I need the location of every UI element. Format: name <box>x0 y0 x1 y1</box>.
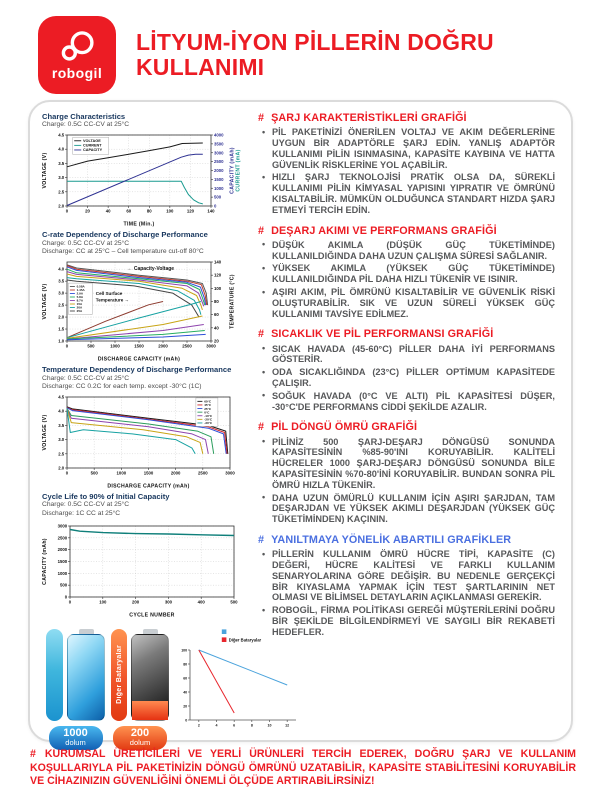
svg-text:100: 100 <box>181 648 188 653</box>
chart-subtitle: Charge: 0.5C CC-CV at 25°C <box>42 121 130 129</box>
text-column <box>248 112 563 734</box>
bullet-list <box>258 240 555 319</box>
svg-text:0: 0 <box>65 470 69 476</box>
chart-temperature-discharge <box>42 365 248 489</box>
svg-text:TEMPERATURE (°C): TEMPERATURE (°C) <box>229 274 236 329</box>
chart-title: Charge Characteristics <box>42 112 126 121</box>
svg-text:2000: 2000 <box>214 168 224 174</box>
svg-text:2.5: 2.5 <box>58 451 65 457</box>
svg-text:1000: 1000 <box>110 343 120 349</box>
svg-text:CURRENT (mA): CURRENT (mA) <box>235 149 242 192</box>
svg-text:CURRENT: CURRENT <box>83 143 102 148</box>
svg-text:Temperature →: Temperature → <box>95 297 130 303</box>
hash-mark: # <box>258 421 265 434</box>
svg-text:0: 0 <box>65 343 69 349</box>
svg-text:4.5: 4.5 <box>58 132 65 138</box>
svg-text:100: 100 <box>214 285 222 291</box>
bullet-item: • DÜŞÜK AKIMLA (DÜŞÜK GÜÇ TÜKETİMİNDE) KULLANILDIĞINDA DAHA UZUN ÇALIŞMA SÜRESİ SAĞLANIR. <box>272 240 555 262</box>
svg-text:2.0: 2.0 <box>58 465 65 471</box>
svg-text:120: 120 <box>214 272 222 278</box>
svg-text:500: 500 <box>87 343 95 349</box>
svg-text:3000: 3000 <box>57 523 68 529</box>
svg-text:2000: 2000 <box>57 547 68 553</box>
svg-text:2.0: 2.0 <box>58 314 65 320</box>
section-heading <box>258 534 555 546</box>
svg-text:60°C: 60°C <box>204 399 212 404</box>
svg-text:CAPACITY: CAPACITY <box>83 148 103 153</box>
badge-unit: dolum <box>65 738 86 748</box>
svg-text:0: 0 <box>65 208 69 214</box>
bullet-item: • SICAK HAVADA (45-60°C) PİLLER DAHA İYİ PERFORMANS GÖSTERİR. <box>272 344 555 366</box>
svg-text:DISCHARGE CAPACITY (mAh): DISCHARGE CAPACITY (mAh) <box>97 356 181 363</box>
chart-subtitle: Charge: 0.5C CC-CV at 25°C <box>42 501 130 509</box>
svg-text:3000: 3000 <box>225 470 235 476</box>
robogil-battery-group <box>46 629 105 750</box>
section-sicaklik-performans <box>258 328 555 412</box>
hash-mark: # <box>258 533 265 546</box>
svg-text:2500: 2500 <box>198 470 208 476</box>
svg-text:TIME (Min.): TIME (Min.) <box>123 221 155 228</box>
svg-text:4.5: 4.5 <box>58 394 65 400</box>
svg-text:2.0: 2.0 <box>58 203 65 209</box>
svg-text:20: 20 <box>183 704 188 709</box>
svg-text:1.45A: 1.45A <box>76 288 85 293</box>
bullet-item: • ROBOGİL, FİRMA POLİTİKASI GEREĞİ MÜŞTERİLERİNİ DOĞRU BİR ŞEKİLDE BİLGİLENDİRMEYİ VE SAYGILI BİR REKABETİ HEDEFLER. <box>272 605 555 637</box>
svg-text:CAPACITY (mAh): CAPACITY (mAh) <box>42 538 48 585</box>
svg-text:1500: 1500 <box>214 177 224 183</box>
svg-text:1000: 1000 <box>214 185 224 191</box>
section-heading <box>258 421 555 433</box>
svg-text:2.5: 2.5 <box>58 189 65 195</box>
svg-text:1500: 1500 <box>134 343 144 349</box>
svg-text:Diğer Bataryalar: Diğer Bataryalar <box>228 637 262 643</box>
svg-text:40: 40 <box>183 690 188 695</box>
svg-text:1500: 1500 <box>57 558 68 564</box>
svg-text:0°C: 0°C <box>204 410 210 415</box>
svg-text:0: 0 <box>214 203 217 209</box>
bullet-item: • SOĞUK HAVADA (0°C VE ALTI) PİL KAPASİTESİ DÜŞER, -30°C'DE PERFORMANS CİDDİ ŞEKİLDE AZALIR. <box>272 391 555 413</box>
full-battery-illustration <box>67 629 105 721</box>
svg-text:300: 300 <box>164 599 172 605</box>
empty-battery-illustration <box>131 629 169 721</box>
robogil-logo <box>38 16 116 94</box>
svg-text:500: 500 <box>230 599 238 605</box>
robogil-logo-icon <box>55 30 99 64</box>
svg-text:VOLTAGE (V): VOLTAGE (V) <box>42 414 48 451</box>
content-card <box>28 100 573 748</box>
section-yaniltici-grafikler <box>258 534 555 638</box>
svg-text:500: 500 <box>90 470 98 476</box>
battery-body-full <box>67 634 105 721</box>
section-title: SICAKLIK VE PİL PERFORMANSI GRAFİĞİ <box>271 328 494 341</box>
chart-title: Temperature Dependency of Discharge Performance <box>42 365 232 375</box>
svg-text:3000: 3000 <box>206 343 216 349</box>
charts-column <box>38 112 290 748</box>
svg-text:3500: 3500 <box>214 141 224 147</box>
svg-text:40: 40 <box>214 325 219 331</box>
section-sarj-karakteristikleri <box>258 112 555 216</box>
svg-text:0: 0 <box>68 599 72 605</box>
temperature-discharge-plot <box>42 393 242 489</box>
svg-text:120: 120 <box>186 208 195 214</box>
svg-text:1000: 1000 <box>116 470 127 476</box>
svg-text:140: 140 <box>207 208 215 214</box>
section-title: ŞARJ KARAKTERİSTİKLERİ GRAFİĞİ <box>271 112 467 124</box>
svg-text:25°C: 25°C <box>204 406 212 411</box>
bullet-item: • ODA SICAKLIĞINDA (23°C) PİLLER OPTİMUM KAPASİTEDE ÇALIŞIR. <box>272 367 555 389</box>
svg-text:3.0: 3.0 <box>58 290 65 296</box>
chart-cycle-life <box>42 492 248 618</box>
svg-text:VOLTAGE: VOLTAGE <box>83 139 101 144</box>
svg-text:10: 10 <box>267 723 272 728</box>
svg-text:DISCHARGE CAPACITY (mAh): DISCHARGE CAPACITY (mAh) <box>107 483 190 490</box>
c-rate-discharge-plot <box>42 258 242 362</box>
svg-text:60: 60 <box>126 208 132 214</box>
svg-text:2000: 2000 <box>170 470 181 476</box>
svg-text:3.5: 3.5 <box>58 422 65 428</box>
svg-text:VOLTAGE (V): VOLTAGE (V) <box>42 152 48 189</box>
other-batteries-label-bar <box>111 629 127 721</box>
svg-text:3.0: 3.0 <box>58 175 65 181</box>
bullet-list <box>258 549 555 637</box>
other-batteries-label: Diğer Bataryalar <box>115 645 123 705</box>
bullet-item: • YÜKSEK AKIMLA (YÜKSEK GÜÇ TÜKETİMİNDE) KULLANILDIĞINDA PİL DAHA HIZLI TÜKENİR VE ISINIR. <box>272 263 555 285</box>
svg-text:2.9A: 2.9A <box>76 291 84 296</box>
svg-text:← Capacity-Voltage: ← Capacity-Voltage <box>127 265 175 272</box>
svg-text:400: 400 <box>197 599 205 605</box>
svg-text:80: 80 <box>214 299 219 305</box>
chart-c-rate-discharge <box>42 230 248 362</box>
svg-text:CYCLE NUMBER: CYCLE NUMBER <box>129 612 175 619</box>
svg-text:200: 200 <box>132 599 140 605</box>
svg-text:2.5: 2.5 <box>58 302 65 308</box>
hash-mark: # <box>258 224 265 237</box>
other-battery-group <box>111 629 169 750</box>
section-heading <box>258 112 555 124</box>
footer-note <box>30 748 576 789</box>
svg-text:0: 0 <box>64 594 68 600</box>
svg-text:-10°C: -10°C <box>204 413 213 418</box>
svg-text:5.8A: 5.8A <box>76 295 84 300</box>
svg-text:500: 500 <box>214 194 222 200</box>
svg-text:1500: 1500 <box>143 470 154 476</box>
blue-capacity-bar <box>46 629 63 721</box>
svg-text:12: 12 <box>285 723 290 728</box>
svg-text:80: 80 <box>183 662 188 667</box>
chart-charge-characteristics <box>42 112 248 227</box>
chart-title: Cycle Life to 90% of Initial Capacity <box>42 491 170 501</box>
page-title: LİTYUM-İYON PİLLERİN DOĞRU KULLANIMI <box>136 29 494 80</box>
chart-subtitle: Charge: 0.5C CC-CV at 25°C <box>42 239 130 247</box>
chart-subtitle: Charge: 0.5C CC-CV at 25°C <box>42 374 130 382</box>
chart-subtitle: Discharge: 1C CC at 25°C <box>42 510 121 518</box>
svg-text:3.5: 3.5 <box>58 278 65 284</box>
svg-text:8.7A: 8.7A <box>76 298 84 303</box>
section-title: DEŞARJ AKIMI VE PERFORMANS GRAFİĞİ <box>271 224 497 237</box>
svg-text:1.5: 1.5 <box>58 326 65 332</box>
svg-text:VOLTAGE (V): VOLTAGE (V) <box>42 283 48 320</box>
svg-text:6: 6 <box>233 723 236 728</box>
svg-text:3.5: 3.5 <box>58 161 65 167</box>
svg-text:2500: 2500 <box>57 535 68 541</box>
svg-text:15A: 15A <box>76 302 83 307</box>
section-title: PİL DÖNGÜ ÖMRÜ GRAFİĞİ <box>271 421 418 434</box>
svg-text:3000: 3000 <box>214 150 224 156</box>
section-title: YANILTMAYA YÖNELİK ABARTILI GRAFİKLER <box>271 533 512 546</box>
svg-text:40: 40 <box>105 208 111 214</box>
bullet-item: • PİLLERİN KULLANIM ÖMRÜ HÜCRE TİPİ, KAPASİTE (C) DEĞERİ, HÜCRE KALİTESİ VE FARKLI KULLANIM SENARYOLARINA GÖRE DEĞİŞİR. BU NEDENLE GERÇEKÇİ BİR KIYASLAMA YAPMAK İÇİN TEST ŞARTLARININ NET OLMASI VE BİLİMSEL DETAYLARIN AÇIKLANMASI GEREKİR. <box>272 549 555 603</box>
svg-text:60: 60 <box>183 676 188 681</box>
bullet-list <box>258 437 555 525</box>
svg-text:-20°C: -20°C <box>204 417 213 422</box>
svg-text:2500: 2500 <box>182 343 192 349</box>
bullet-item: • HIZLI ŞARJ TEKNOLOJİSİ PRATİK OLSA DA, SÜREKLİ KULLANIMI PİLİN KİMYASAL YAPISINI YIPRATIR VE ÖMRÜNÜ KISALTABİLİR. MÜMKÜN OLDUĞUNCA STANDART HIZDA ŞARJ ETMEYİ TERCİH EDİN. <box>272 172 555 215</box>
bullet-item: • AŞIRI AKIM, PİL ÖMRÜNÜ KISALTABİLİR VE GÜVENLİK RİSKİ OLUŞTURABİLİR. SIK VE UZUN SÜRELİ YÜKSEK GÜÇ KULLANIMI TAVSİYE EDİLMEZ. <box>272 287 555 319</box>
svg-text:60: 60 <box>214 312 219 318</box>
svg-text:2000: 2000 <box>158 343 168 349</box>
svg-text:4.0: 4.0 <box>58 266 65 272</box>
svg-text:140: 140 <box>214 259 222 265</box>
svg-text:8: 8 <box>250 723 253 728</box>
svg-text:4.0: 4.0 <box>58 408 65 414</box>
svg-text:2500: 2500 <box>214 159 224 165</box>
hash-mark: # <box>258 328 265 341</box>
chart-title: C-rate Dependency of Discharge Performance <box>42 230 208 240</box>
svg-text:-30°C: -30°C <box>204 421 213 426</box>
header <box>0 0 600 94</box>
svg-text:20A: 20A <box>76 305 83 310</box>
charge-characteristics-plot <box>42 131 242 227</box>
cycles-badge-robogil <box>49 726 103 750</box>
svg-text:0: 0 <box>185 718 188 723</box>
chart-subtitle: Discharge: CC 0.2C for each temp. except -30°C (1C) <box>42 383 202 391</box>
svg-text:100: 100 <box>166 208 174 214</box>
svg-text:80: 80 <box>146 208 152 214</box>
section-heading <box>258 328 555 340</box>
svg-text:4: 4 <box>215 723 218 728</box>
badge-value: 200 <box>130 726 150 739</box>
hash-mark: # <box>30 748 36 760</box>
svg-text:20: 20 <box>214 338 219 344</box>
svg-text:4.0: 4.0 <box>58 146 65 152</box>
svg-text:0.58A: 0.58A <box>76 284 85 289</box>
battery-body-empty <box>131 634 169 721</box>
svg-text:45°C: 45°C <box>204 403 212 408</box>
bullet-item: • PİLİNİZ 500 ŞARJ-DEŞARJ DÖNGÜSÜ SONUNDA KAPASİTESİNİN %85-90'INI KORUYABİLİR. KALİTELİ HÜCRELER 1000 ŞARJ-DEŞARJ DÖNGÜSÜ SONUNDA BİLE KAPASİTESİNİN %70-80'İNİ KORUYABİLİR. BUNDAN SONRA PİL ÖMRÜ HIZLA TÜKENİR. <box>272 437 555 491</box>
section-desarj-akimi <box>258 225 555 320</box>
svg-text:Cell Surface: Cell Surface <box>95 291 123 297</box>
badge-unit: dolum <box>129 738 151 748</box>
svg-text:1000: 1000 <box>57 570 68 576</box>
svg-text:4000: 4000 <box>214 132 224 138</box>
svg-text:100: 100 <box>99 599 107 605</box>
footer-text: KURUMSAL ÜRETİCİLERİ VE YERLİ ÜRÜNLERİ TERCİH EDEREK, DOĞRU ŞARJ VE KULLANIM KOŞULLARIYLA PİL PAKETİNİZİN DÖNGÜ ÖMRÜNÜ UZATABİLİR, KAPASİTE STABİLİTESİNİ KORUYABİLİR VE CİHAZINIZIN GÜVENLİĞİNİ ÖNEMLİ ÖLÇÜDE ARTIRABİLİRSİNİZ! <box>30 748 576 788</box>
bullet-item: • PİL PAKETİNİZİ ÖNERİLEN VOLTAJ VE AKIM DEĞERLERİNE UYGUN BİR ADAPTÖRLE ŞARJ EDİN. YANLIŞ ADAPTÖR KULLANIMI PİLİN ISINMASINA, KAPASİTE KAYBINA VE HATTA GÜVENLİK RİSKLERİNE YOL AÇABİLİR. <box>272 127 555 170</box>
cycle-life-plot <box>42 520 242 618</box>
svg-text:20: 20 <box>85 208 90 214</box>
svg-text:1.0: 1.0 <box>58 338 65 344</box>
svg-text:25A: 25A <box>76 309 83 314</box>
low-charge-fill <box>132 701 168 720</box>
hash-mark: # <box>258 112 265 124</box>
badge-value: 1000 <box>63 726 88 739</box>
chart-subtitle: Discharge: CC at 25°C – Cell temperature cut-off 80°C <box>42 248 204 256</box>
svg-text:CAPACITY (mAh): CAPACITY (mAh) <box>229 147 236 195</box>
section-heading <box>258 225 555 237</box>
section-dongu-omru <box>258 421 555 525</box>
bullet-list <box>258 344 555 413</box>
battery-comparison-graphic <box>42 621 290 750</box>
svg-text:3.0: 3.0 <box>58 437 65 443</box>
bullet-item: • DAHA UZUN ÖMÜRLÜ KULLANIM İÇİN AŞIRI ŞARJDAN, TAM DEŞARJDAN VE YÜKSEK AKIMLI DEŞARJDAN (YÜKSEK GÜÇ TÜKETİMİNDEN) KAÇININ. <box>272 493 555 525</box>
svg-text:500: 500 <box>60 582 68 588</box>
cycles-badge-other <box>113 726 167 750</box>
svg-text:2: 2 <box>197 723 200 728</box>
bullet-list <box>258 127 555 215</box>
logo-wordmark: robogil <box>51 64 103 81</box>
